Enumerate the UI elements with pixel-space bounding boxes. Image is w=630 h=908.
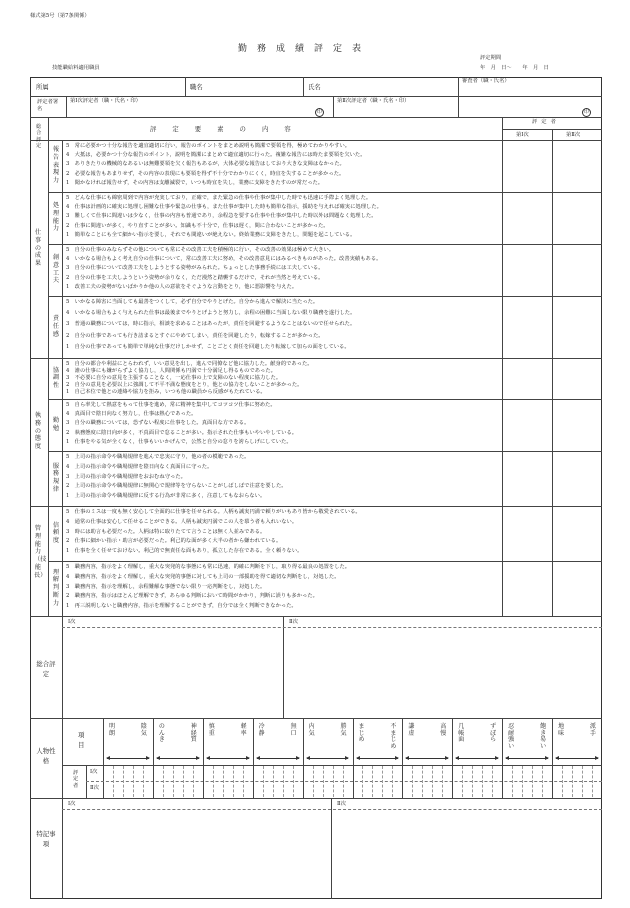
score-second-5[interactable] [553, 400, 601, 450]
element-label-3: 責任感 [52, 315, 60, 338]
elements-column-label: 評定要素の内容 [150, 125, 307, 133]
criterion-0-0: 5 常に必要かつ十分な報告を適宜適切に行い，報告のポイントをまとめ説明も簡潔で要領を得，極めてわかりやすい。 [66, 143, 351, 149]
element-label-8: 理解判断力 [52, 568, 60, 607]
element-column-line [62, 140, 63, 616]
criterion-4-0: 5 自分の都合や利益にとらわれず，いい意見を出し，進んで同僚など他に協力した。献身的であった。 [66, 361, 313, 367]
trait-a-2: 慎重 [208, 723, 215, 737]
score-second-4[interactable] [553, 359, 601, 398]
name-field[interactable]: 氏名 [308, 83, 321, 91]
criterion-4-2: 3 不必要に自分の意見を主張することなく，一応仕事の上で支障のない程度に協力した。 [66, 375, 282, 381]
criterion-1-3: 2 仕事に間違いが多く，やり直すことが多い。知識も不十分で，仕事は遅く，間に合わないことが多かった。 [66, 222, 329, 229]
score-second-2[interactable] [553, 245, 601, 295]
special-second-label: Ⅱ次 [337, 801, 346, 807]
score-second-8[interactable] [553, 562, 601, 615]
trait-arrow-1 [157, 758, 199, 759]
trait-a-8: 忍耐強い [508, 723, 515, 750]
personality-label: 人物性格 [36, 747, 56, 765]
trait-b-3: 無口 [290, 723, 297, 737]
trait-a-3: 冷静 [258, 723, 265, 737]
personality-first-label: Ⅰ次 [90, 769, 98, 775]
trait-b-7: ずぼら [490, 723, 497, 744]
target-label: 技能職給料適用職員 [52, 65, 100, 71]
trait-second-cell-2[interactable] [203, 782, 253, 797]
overall-first-label: Ⅰ次 [68, 619, 76, 625]
trait-arrow-2 [207, 758, 249, 759]
trait-first-cell-4[interactable] [303, 766, 353, 781]
trait-second-cell-8[interactable] [502, 782, 552, 797]
element-label-6: 服務規律 [52, 462, 60, 493]
score-first-7[interactable] [503, 507, 551, 560]
trait-b-0: 陰気 [140, 723, 147, 737]
criterion-4-1: 4 誰の仕事にも嫌がらずよく協力し，人間関係も円満で十分満足し得るものであった。 [66, 368, 276, 374]
trait-a-4: 内気 [308, 723, 315, 737]
score-second-3[interactable] [553, 297, 601, 357]
criterion-5-2: 3 自分の職務については，恐ずない程度に仕事をした。真面目な方である。 [66, 420, 250, 427]
criterion-7-3: 2 仕事に細かい指示・助言が必要だった。利己的な面が多く大半の者から嫌われている。 [66, 538, 282, 545]
criterion-2-0: 5 自分の仕事のみならずその他についても常にその改善工夫を積極的に行い，その改善の効果は極めて大きい。 [66, 247, 335, 253]
trait-first-cell-2[interactable] [203, 766, 253, 781]
seal-mark-second: 印 [583, 109, 589, 115]
trait-arrow-3 [257, 758, 299, 759]
criterion-3-4: 1 自分の仕事であっても簡単で単純な仕事だけしかせず，ことごとく責任を回避したり転嫁して加らの面をしている。 [66, 343, 350, 350]
trait-first-cell-3[interactable] [253, 766, 303, 781]
criterion-7-4: 1 仕事を全く任せておけない。利己的で無責任な面もあり，孤立した存在である。全く頼りない。 [66, 548, 303, 555]
criterion-2-2: 3 自分の仕事について改善工夫をしようとする姿勢がみられた。ちょっとした事務手続には工夫している。 [66, 265, 324, 272]
first-column-label: 第Ⅰ次 [516, 132, 529, 138]
trait-first-cell-5[interactable] [353, 766, 403, 781]
trait-arrow-4 [307, 758, 349, 759]
criterion-1-1: 4 仕事は計画的に確実に処理し困難な仕事や緊急の仕事も，また仕事が集中した時も簡単な指示，援助を与えれば確実に処理した。 [66, 204, 382, 211]
trait-arrow-0 [107, 758, 149, 759]
criterion-6-4: 1 上司の指示命令や職場規律に反する行為が非常に多く，注意してもなおらない。 [66, 493, 266, 500]
score-second-0[interactable] [553, 141, 601, 191]
affiliation-field[interactable]: 所属 [36, 83, 49, 91]
trait-a-5: まじめ [358, 723, 365, 744]
criterion-7-2: 3 時には助言も必要だった。人柄は特に取りたてて言うことは無く人並みである。 [66, 528, 266, 535]
trait-b-8: 飽き易い [540, 723, 547, 750]
score-first-2[interactable] [503, 245, 551, 295]
criterion-6-3: 2 上司の指示命令や職場規律に無関心で規律等を守らないことがしばしばで注意を要した。 [66, 483, 287, 490]
period-dates: 年 月 日〜 年 月 日 [480, 65, 549, 71]
page-title: 勤務成績評定表 [238, 44, 372, 54]
element-label-7: 信頼度 [52, 521, 60, 544]
form-number: 様式第5号（第7条関係） [30, 13, 90, 19]
trait-b-6: 高慢 [440, 723, 447, 737]
trait-arrow-7 [456, 758, 498, 759]
post-field[interactable]: 職名 [190, 83, 203, 91]
trait-second-cell-4[interactable] [303, 782, 353, 797]
criterion-6-2: 3 上司の指示命令や職場規律をおおむね守った。 [66, 473, 186, 480]
seal-mark-first: 印 [316, 109, 322, 115]
trait-second-cell-3[interactable] [253, 782, 303, 797]
trait-a-0: 明朗 [108, 723, 115, 737]
trait-b-5: 不まじめ [390, 723, 397, 750]
criterion-6-0: 5 上司の指示命令や職場規律を進んで忠実に守り，他の者の模範であった。 [66, 454, 250, 460]
trait-arrow-8 [506, 758, 548, 759]
first-evaluator-field[interactable]: 第Ⅰ次評定者（職・氏名・印） [70, 98, 141, 104]
criterion-7-0: 5 仕事のミスは一度も無く安心して全面的に仕事を任せられる。人柄も誠実円満で頼りがいもあり皆から敬愛されている。 [66, 509, 361, 515]
element-label-0: 報告表現力 [52, 146, 60, 184]
overall-column-label: 総合評定 [36, 124, 42, 150]
trait-b-2: 軽率 [240, 723, 247, 737]
trait-first-cell-0[interactable] [103, 766, 153, 781]
element-label-2: 創意工夫 [52, 254, 60, 285]
score-first-6[interactable] [503, 452, 551, 505]
score-first-4[interactable] [503, 359, 551, 398]
trait-first-cell-9[interactable] [552, 766, 602, 781]
trait-first-cell-6[interactable] [402, 766, 452, 781]
element-label-1: 処理能力 [52, 202, 60, 233]
reviewer-field[interactable]: 審査者（職・氏名） [462, 78, 510, 84]
score-first-0[interactable] [503, 141, 551, 191]
criterion-3-0: 5 いかなる障害に当面しても最善をつくして，必ず自分でやりとげた。自分から進んで解決に当たった。 [66, 299, 319, 305]
criterion-7-1: 4 通常の仕事は安心して任せることができる。人柄も誠実円満でこの人を慕う者も入れいない。 [66, 518, 298, 525]
score-first-8[interactable] [503, 562, 551, 615]
criterion-1-4: 1 簡単なことにも全て細かい指示を要し，それでも間違いが絶えない。終始業務に支障をきたし，問題を起こしている。 [66, 231, 356, 238]
criterion-3-1: 4 いかなる場合もよく与えられた仕事は最後までやりとげようと努力し，余程の困難に当面しない限り職務を遂行した。 [66, 310, 356, 317]
score-first-5[interactable] [503, 400, 551, 450]
criterion-2-4: 1 改善工夫の姿勢がないばかりか他の人の意欲をそぐような言動をとり，他に悪影響を与えた。 [66, 283, 298, 290]
criterion-1-2: 3 難しくて仕事に間違いは少なく，仕事の内容も普通であり，余程急を要する仕事や仕事が集中した時以外は問題なく処理した。 [66, 213, 377, 220]
second-evaluator-field[interactable]: 第Ⅱ次評定者（職・氏名・印） [337, 98, 410, 104]
group-label-2: 管理能力（技能長） [34, 525, 47, 579]
trait-second-cell-0[interactable] [103, 782, 153, 797]
trait-a-7: 几帳面 [458, 723, 465, 744]
score-first-1[interactable] [503, 193, 551, 243]
evaluator-column-label: 評定者 [532, 119, 560, 125]
trait-b-4: 勝気 [340, 723, 347, 737]
criterion-4-4: 1 自己本位で他との連絡や協力を拒み，いつも他の職員から反感がもたれている。 [66, 389, 266, 395]
second-column-label: 第Ⅱ次 [566, 132, 581, 138]
criterion-5-3: 2 執務態度に陰日向が多く，不真面目で怠ることが多い。指示された仕事もいやいやしている。 [66, 429, 298, 436]
special-first-label: Ⅰ次 [68, 801, 76, 807]
criterion-3-3: 2 自分の仕事であっても行き詰まるとすぐにやめてしまい，責任を回避したり，転嫁することが多かった。 [66, 332, 324, 339]
trait-second-cell-7[interactable] [452, 782, 502, 797]
criterion-4-3: 2 自分の意見を必要以上に強調して不平不満な態度をとり，他との協力をしないことが多かった。 [66, 382, 303, 388]
criterion-0-3: 2 必要な報告もあまりせず，その内容の表現にも要領を得ず不十分でわかりにくく，時宜を失することが多かった。 [66, 170, 345, 177]
group-label-1: 執務の態度 [34, 412, 42, 450]
criterion-8-1: 4 職務内容，指示をよく理解し，重大な突発的事態に対しても上司の一部援助を得て適切な判断をし，対処した。 [66, 573, 340, 580]
criterion-5-0: 5 自ら率先して熱意をもって仕事を進め，常に精神を集中してコツコツ仕事に努めた。 [66, 402, 276, 408]
criterion-8-3: 2 職務内容，指示はほとんど理解できず，あらゆる判断において時間がかかり，判断に誤りも多かった。 [66, 593, 318, 600]
criterion-6-1: 4 上司の指示命令や職場規律を陰日向なく真面目に守った。 [66, 463, 213, 470]
personality-second-label: Ⅱ次 [90, 785, 99, 791]
element-label-4: 協調性 [52, 366, 60, 389]
trait-second-cell-9[interactable] [552, 782, 602, 797]
trait-a-1: のんき [158, 723, 165, 744]
trait-b-9: 派手 [589, 723, 596, 737]
overall-second-label: Ⅱ次 [289, 619, 298, 625]
score-second-1[interactable] [553, 193, 601, 243]
score-second-6[interactable] [553, 452, 601, 505]
score-first-3[interactable] [503, 297, 551, 357]
trait-first-cell-1[interactable] [153, 766, 203, 781]
criterion-3-2: 3 普通の職務については，時に指示，相談を求めることはあったが，責任を回避するようなことはないので任せられた。 [66, 321, 356, 328]
criterion-2-1: 4 いかなる場合もよく考え自分の仕事について，常に改善工夫に努め，その改善意見にはみるべきものがあった。改善実績もある。 [66, 256, 382, 263]
criterion-0-4: 1 聞かなければ報告せず，その内容は支離滅裂で，いつも時宜を失し，業務に支障をきたすのが常だった。 [66, 179, 324, 186]
criterion-2-3: 2 自分の仕事を工夫しようという姿勢が余りなく，ただ漫然と踏襲するだけで，それが当然と考えている。 [66, 274, 324, 281]
criterion-1-0: 5 どんな仕事にも綿密周到で内容が充実しており，正確で，また緊急の仕事や仕事が集中した時でも迅速に手際よく処理した。 [66, 195, 372, 201]
trait-a-6: 謙虚 [408, 723, 415, 737]
criterion-5-1: 4 真面目で陰日向なく努力し，仕事は熱心であった。 [66, 411, 197, 418]
special-notes-label: 特記事項 [36, 830, 56, 848]
item-label: 項目 [78, 731, 85, 750]
trait-first-cell-7[interactable] [452, 766, 502, 781]
criterion-8-0: 5 職務内容，指示をよく理解し，重大な突発的な事態にも常に迅速，的確に判断を下し，取り得る最良の処置をした。 [66, 564, 351, 570]
trait-b-1: 神経質 [190, 723, 197, 744]
criterion-8-4: 1 再三説明しないと職務内容，指示を理解することができず，自分では全く判断できなかった。 [66, 603, 297, 610]
group-label-0: 仕事の成果 [34, 229, 42, 267]
trait-arrow-9 [556, 758, 598, 759]
criterion-0-2: 3 ありきたりの機械的なあるいは無難要領を欠く報告もあるが，大体必要な報告はしており大きな支障はなかった。 [66, 161, 345, 168]
trait-second-cell-5[interactable] [353, 782, 403, 797]
criterion-8-2: 3 職務内容，指示を理解し，余程難解な事態でない限り一応判断をし，対処した。 [66, 583, 266, 590]
period-label: 評定期間 [480, 55, 502, 61]
evaluator-sign-label: 評定者署名 [37, 99, 59, 113]
trait-second-cell-1[interactable] [153, 782, 203, 797]
score-second-7[interactable] [553, 507, 601, 560]
criterion-5-4: 1 仕事をやる気が全くなく，仕事もいいかげんで，公然と自分の怠りを誇らしげにしていた。 [66, 438, 292, 445]
trait-second-cell-6[interactable] [402, 782, 452, 797]
trait-arrow-5 [357, 758, 399, 759]
criterion-0-1: 4 大抵は，必要かつ十分な報告のポイント，説明を簡潔にまとめて適宜適切に行った。複雑な報告には時たま要領を欠いた。 [66, 152, 366, 159]
trait-arrow-6 [406, 758, 448, 759]
trait-first-cell-8[interactable] [502, 766, 552, 781]
trait-a-9: 地味 [558, 723, 565, 737]
element-label-5: 勤勉 [52, 417, 60, 432]
personality-evaluator-label: 評定者 [73, 770, 79, 789]
overall-block-label: 総合評定 [36, 660, 56, 678]
